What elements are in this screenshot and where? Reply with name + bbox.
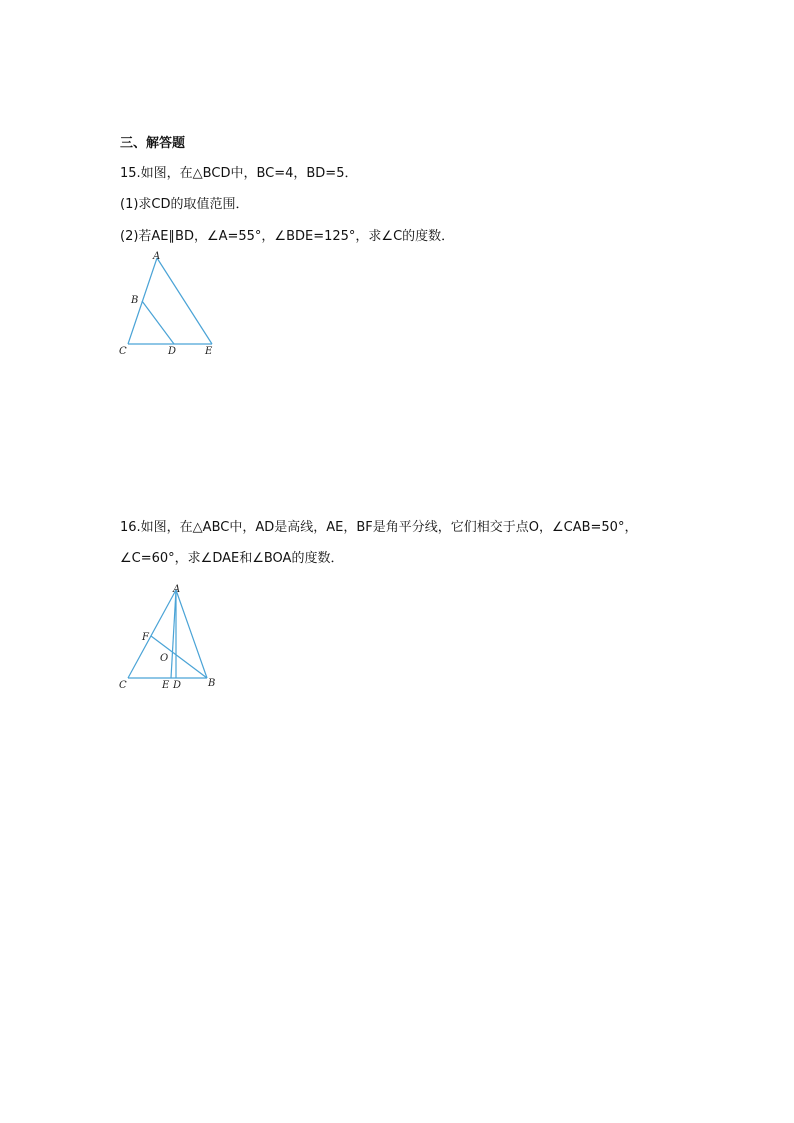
label-d: D	[168, 346, 177, 357]
q15-figure	[110, 250, 230, 360]
label-c: C	[119, 680, 127, 691]
segment-bd	[142, 301, 174, 344]
label-c: C	[119, 346, 127, 357]
label-d: D	[173, 680, 182, 691]
section-title: 三、解答题	[120, 136, 186, 151]
q15-stem: 15.如图，在△BCD中，BC=4，BD=5．	[120, 166, 358, 181]
label-a: A	[153, 251, 161, 262]
segment-ab	[176, 590, 207, 678]
q16-figure	[110, 580, 230, 695]
label-b: B	[131, 295, 139, 306]
label-e: E	[205, 346, 213, 357]
segment-ae	[157, 258, 212, 344]
q16-stem-line1: 16.如图，在△ABC中，AD是高线，AE，BF是角平分线，它们相交于点O，∠CAB=50°，	[120, 520, 638, 535]
label-b: B	[208, 678, 216, 689]
label-f: F	[142, 632, 149, 643]
label-e: E	[162, 680, 170, 691]
label-o: O	[160, 653, 169, 664]
q15-part1: (1)求CD的取值范围．	[120, 197, 249, 212]
segment-ac	[128, 590, 176, 678]
segment-ae	[171, 590, 176, 678]
q16-stem-line2: ∠C=60°，求∠DAE和∠BOA的度数．	[120, 551, 344, 566]
q15-part2: (2)若AE∥BD，∠A=55°，∠BDE=125°，求∠C的度数．	[120, 229, 455, 244]
label-a: A	[173, 584, 181, 595]
